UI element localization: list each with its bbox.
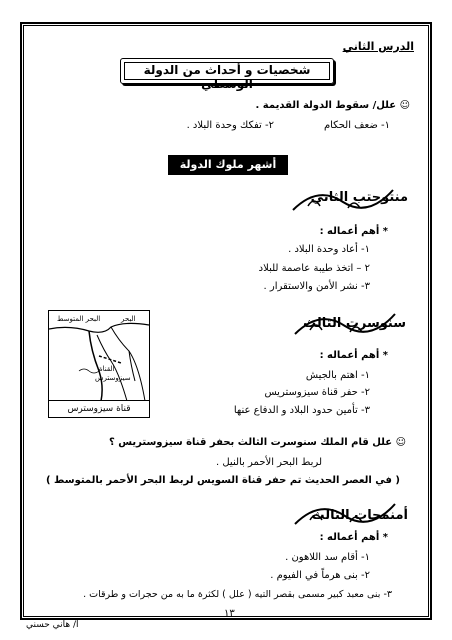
lesson-label: الدرس الثاني bbox=[342, 40, 414, 53]
map-caption: قناة سيزوسترس bbox=[49, 400, 149, 417]
king-1-works-label: * أهم أعماله : bbox=[319, 226, 388, 237]
map-label-canal-name: سيزوسترس bbox=[95, 374, 131, 382]
author-credit: أ/ هاني حسني bbox=[26, 620, 79, 630]
canal-question: ☺ علل قام الملك سنوسرت الثالث بحفر قناة سيزوستريس ؟ bbox=[108, 437, 406, 448]
king-2-name: سنوسرت الثالث bbox=[303, 316, 406, 331]
king-2-works-label: * أهم أعماله : bbox=[319, 350, 388, 361]
fall-answer-1: ١- ضعف الحكام bbox=[323, 120, 390, 131]
lesson-title-box bbox=[120, 58, 334, 91]
king-3-item-2: ٢- بنى هرماً في الفيوم . bbox=[270, 570, 370, 581]
king-2-item-3: ٣- تأمين حدود البلاد و الدفاع عنها bbox=[233, 405, 370, 416]
map-label-mediterranean: البحر المتوسط bbox=[57, 315, 101, 323]
king-3-item-1: ١- أقام سد اللاهون . bbox=[285, 552, 370, 563]
map-label-canal: القناة bbox=[99, 365, 115, 373]
king-1-item-1: ١- أعاد وحدة البلاد . bbox=[288, 244, 370, 255]
canal-answer: لربط البحر الأحمر بالنيل . bbox=[216, 457, 322, 468]
fall-answer-2: ٢- تفكك وحدة البلاد . bbox=[186, 120, 274, 131]
map-illustration-icon bbox=[49, 311, 149, 401]
king-3-works-label: * أهم أعماله : bbox=[319, 532, 388, 543]
canal-map bbox=[48, 310, 150, 418]
fall-question: ☺ علل/ سقوط الدولة القديمة . bbox=[255, 100, 410, 111]
king-1-item-2: ٢ – اتخذ طيبة عاصمة للبلاد bbox=[258, 263, 370, 274]
page-number: ١٣ bbox=[224, 608, 235, 619]
map-label-red-sea: البحر bbox=[121, 315, 136, 323]
canal-note: ( في العصر الحديث تم حفر قناة السويس لربط البحر الأحمر بالمتوسط ) bbox=[45, 475, 400, 486]
king-1-item-3: ٣- نشر الأمن والاستقرار . bbox=[263, 281, 370, 292]
lesson-title: شخصيات و أحداث من الدولة الوسطي bbox=[143, 63, 311, 91]
king-2-item-1: ١- اهتم بالجيش bbox=[305, 370, 370, 381]
famous-kings-bar: أشهر ملوك الدولة الوسطي bbox=[168, 155, 288, 175]
king-3-item-3: ٣- بنى معبد كبير مسمى بقصر التيه ( علل ) لكثرة ما به من حجرات و طرقات . bbox=[83, 589, 392, 600]
king-2-item-2: ٢- حفر قناة سيزوستريس bbox=[264, 387, 370, 398]
king-3-name: أمنمحات الثالث bbox=[311, 508, 408, 523]
king-1-name: منتوحتب الثاني bbox=[310, 190, 408, 205]
